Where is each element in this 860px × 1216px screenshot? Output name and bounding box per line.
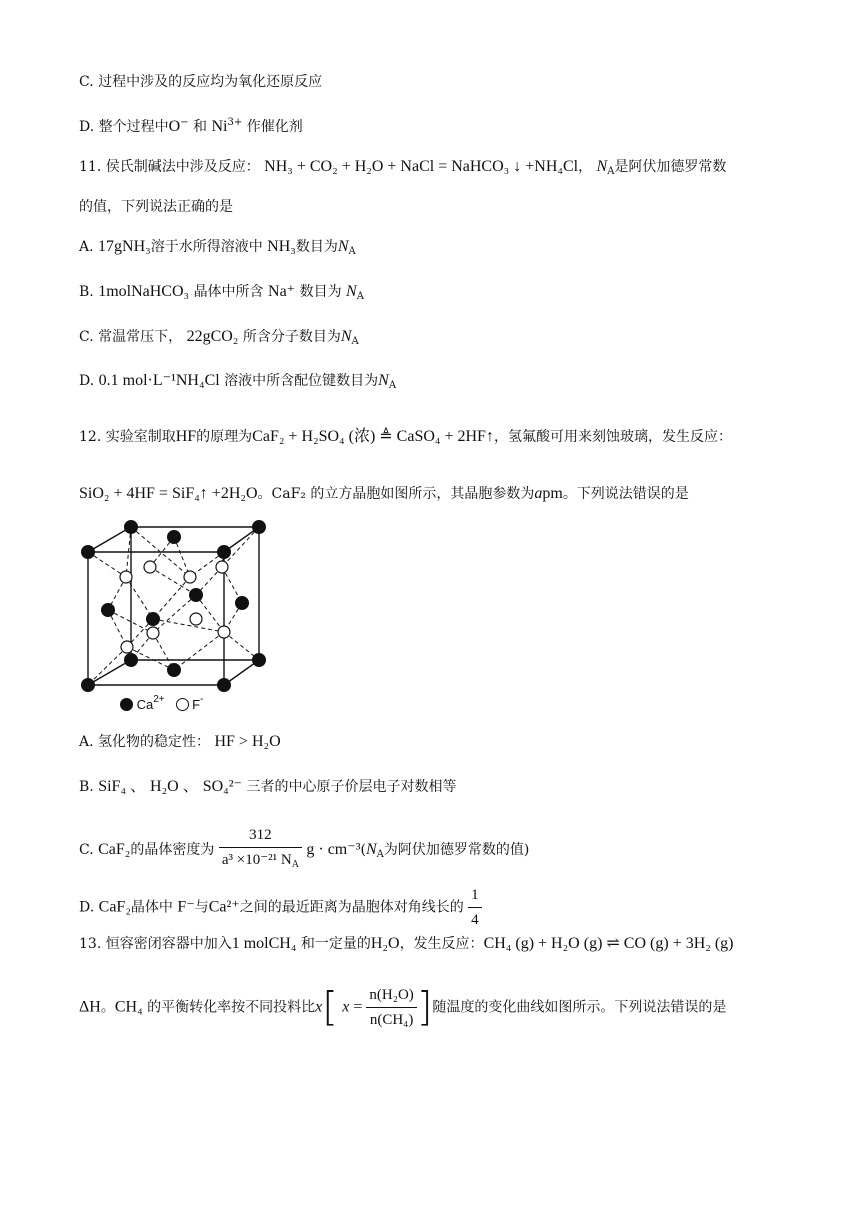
density-fraction: $\frac{312}{a^3 \times 10^{-21} N_A}$	[219, 825, 302, 875]
q12-option-c: C. CaF₂的晶体密度为 $\frac{312}{a^3 \times 10^{-21} N_A}$ $g \cdot cm^{-3}(N_A$为阿伏加德罗常数的值)	[79, 825, 529, 875]
calcium-ion	[253, 521, 266, 534]
fluoride-ion	[147, 627, 159, 639]
quarter-fraction: $\frac{1}{4}$	[468, 885, 482, 930]
fluoride-ion	[216, 561, 228, 573]
calcium-ion	[218, 679, 231, 692]
calcium-ion	[147, 613, 160, 626]
fluoride-ion	[190, 613, 202, 625]
q12-stem: 12. 实验室制取HF的原理为CaF₂ + H₂SO₄ (浓) ≜ CaSO₄ + 2HF↑，氢氟酸可用来刻蚀玻璃，发生反应：	[79, 428, 732, 445]
q12-option-a: A. 氢化物的稳定性： HF > H₂O	[79, 733, 281, 750]
calcium-ion	[218, 546, 231, 559]
calcium-ion	[253, 654, 266, 667]
calcium-ion	[82, 679, 95, 692]
q13-equation: CH₄ (g) + H₂O (g) ⇌ CO (g) + 3H₂ (g)	[483, 935, 734, 952]
calcium-ion	[168, 531, 181, 544]
calcium-ion	[168, 664, 181, 677]
q12-equation-1: CaF₂ + H₂SO₄ (浓) ≜ CaSO₄ + 2HF↑	[252, 428, 494, 445]
q10-option-c: C. 过程中涉及的反应均为氧化还原反应	[79, 74, 323, 90]
fluoride-legend-icon	[176, 698, 189, 711]
calcium-ion	[236, 597, 249, 610]
q12-stem-2: SiO₂ + 4HF = SiF₄↑ +2H₂O。CaF₂ 的立方晶胞如图所示，其晶胞参数为apm。下列说法错误的是	[79, 485, 689, 502]
q11-equation: NH₃ + CO₂ + H₂O + NaCl = NaHCO₃ ↓ +NH₄Cl	[264, 158, 579, 175]
calcium-ion	[82, 546, 95, 559]
q11-option-a: A. 17gNH₃溶于水所得溶液中 NH₃数目为$N_A$	[79, 238, 356, 257]
caf2-unit-cell-figure	[74, 515, 274, 699]
q13-stem-2: ΔH。CH₄ 的平衡转化率按不同投料比x[ x = $\frac{\text{n(H₂O)}}{\text{n(CH₄)}}$ ]随温度的变化曲线如图所示。下列说法错误的是	[79, 984, 727, 1031]
q11-option-b: B. 1molNaHCO₃ 晶体中所含 Na⁺ 数目为 $N_A$	[79, 283, 364, 302]
fluoride-ion	[120, 571, 132, 583]
q12-equation-2: SiO₂ + 4HF = SiF₄↑ +2H₂O	[79, 485, 258, 502]
fluoride-ion	[121, 641, 133, 653]
q11-stem-2: 的值，下列说法正确的是	[79, 199, 233, 215]
q12-option-d: D. CaF₂晶体中 F⁻与Ca²⁺之间的最近距离为晶胞体对角线长的 $\frac{1}{4}$	[79, 885, 482, 930]
unit-cell-diagram	[74, 515, 274, 695]
q10-option-d: D. 整个过程中O− 和 $Ni^{3+}$ 作催化剂	[79, 117, 303, 135]
unit-cell-legend: $Ca^{2+}$ F-	[120, 694, 203, 712]
q12-option-b: B. SiF₄ 、 H₂O 、 SO₄²⁻ 三者的中心原子价层电子对数相等	[79, 778, 457, 795]
fluoride-ion	[184, 571, 196, 583]
calcium-ion	[125, 521, 138, 534]
calcium-ion	[190, 589, 203, 602]
fluoride-ion	[144, 561, 156, 573]
q11-option-c: C. 常温常压下， 22gCO₂ 所含分子数目为$N_A$	[79, 328, 359, 347]
q11-stem: 11. 侯氏制碱法中涉及反应： NH₃ + CO₂ + H₂O + NaCl = NaHCO₃ ↓ +NH₄Cl， $N_A$是阿伏加德罗常数	[79, 158, 727, 177]
fluoride-ion	[218, 626, 230, 638]
calcium-ion	[102, 604, 115, 617]
calcium-ion	[125, 654, 138, 667]
calcium-legend-icon	[120, 698, 133, 711]
q11-option-d: D. 0.1 mol·L⁻¹NH₄Cl 溶液中所含配位键数目为$N_A$	[79, 372, 397, 391]
feed-ratio-fraction: $\frac{\text{n(H₂O)}}{\text{n(CH₄)}}$	[366, 985, 416, 1030]
q13-stem: 13. 恒容密闭容器中加入1 molCH₄ 和一定量的H₂O，发生反应：CH₄ (g) + H₂O (g) ⇌ CO (g) + 3H₂ (g)	[79, 935, 734, 952]
